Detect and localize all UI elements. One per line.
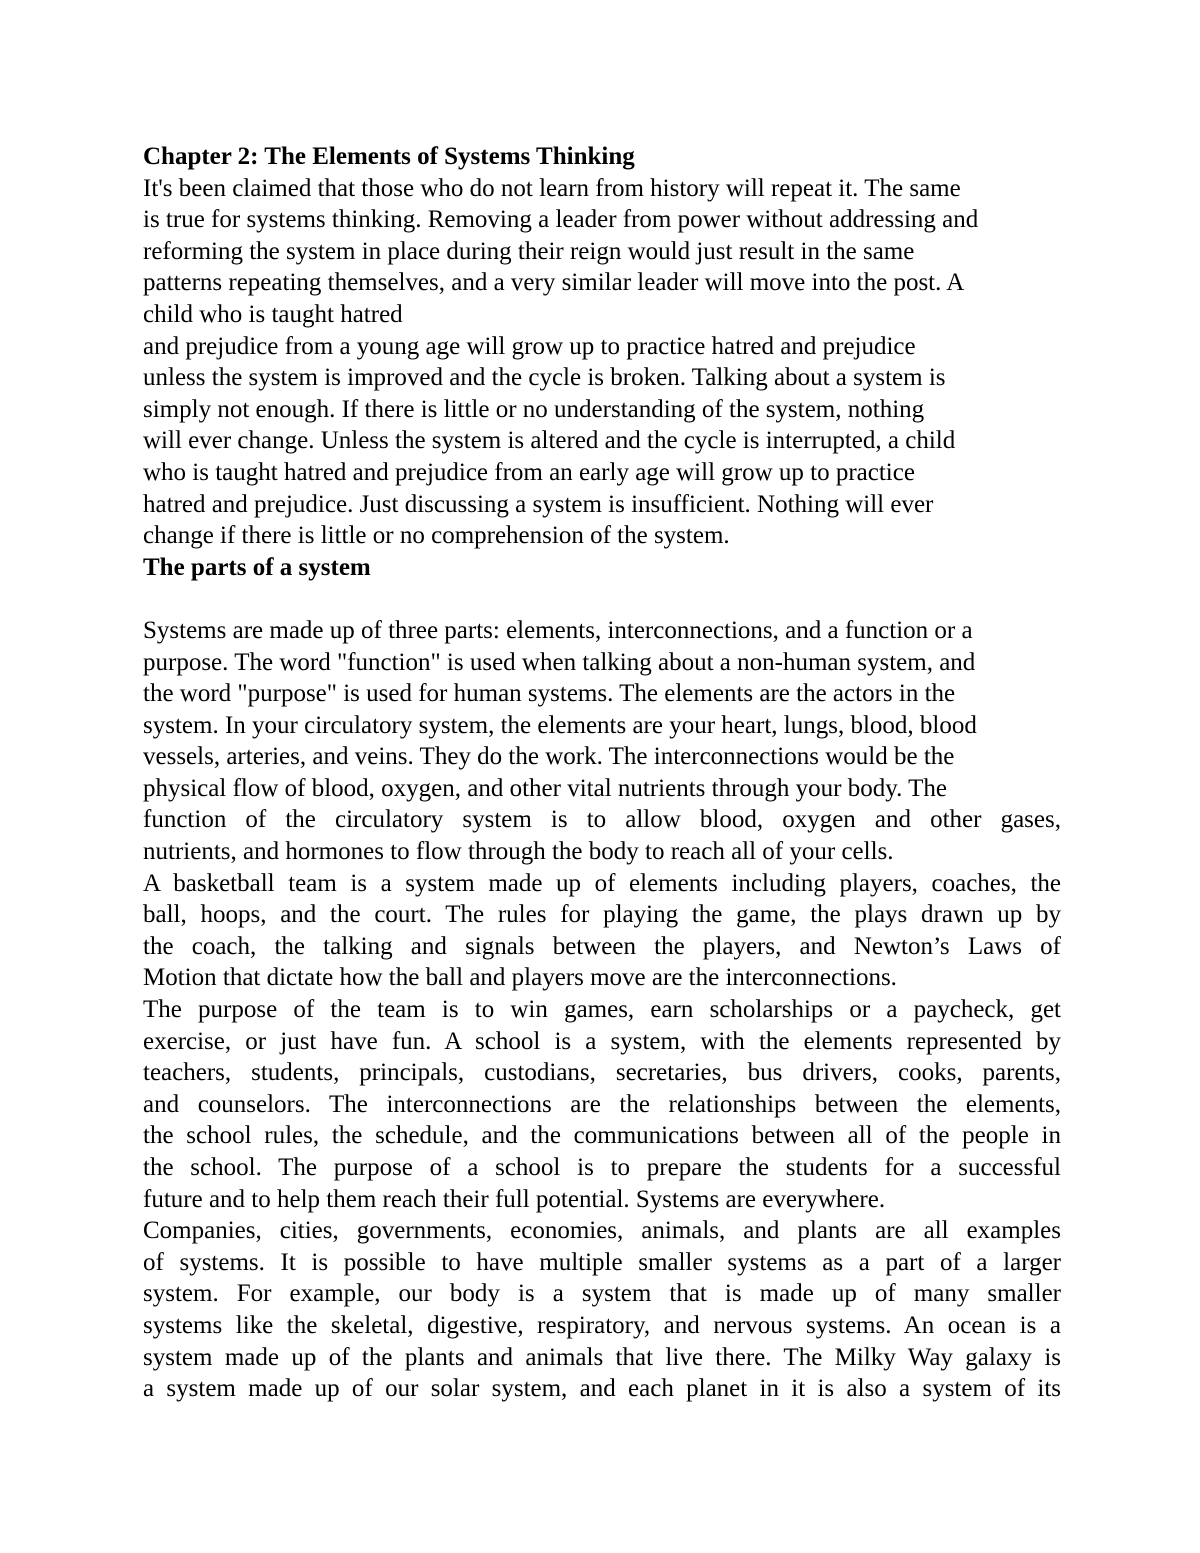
paragraph-line: child who is taught hatred <box>143 300 403 328</box>
paragraph-line: systems like the skeletal, digestive, respiratory, and nervous systems. An ocean is a <box>143 1311 1061 1339</box>
paragraph-line: physical flow of blood, oxygen, and other vital nutrients through your body. The <box>143 774 948 802</box>
paragraph-line: hatred and prejudice. Just discussing a system is insufficient. Nothing will ever <box>143 490 934 518</box>
blank-line <box>143 583 1061 615</box>
paragraph-line: will ever change. Unless the system is altered and the cycle is interrupted, a child <box>143 427 956 455</box>
chapter-heading: Chapter 2: The Elements of Systems Thinking <box>143 143 635 170</box>
paragraph-line: function of the circulatory system is to allow blood, oxygen and other gases, <box>143 806 1061 834</box>
paragraph-line: simply not enough. If there is little or no understanding of the system, nothing <box>143 395 925 423</box>
paragraph-line: is true for systems thinking. Removing a leader from power without addressing and <box>143 206 979 234</box>
paragraph-line: nutrients, and hormones to flow through the body to reach all of your cells. <box>143 838 894 866</box>
paragraph-line: unless the system is improved and the cycle is broken. Talking about a system is <box>143 364 946 392</box>
section-heading: The parts of a system <box>143 553 371 581</box>
paragraph-line: the word "purpose" is used for human systems. The elements are the actors in the <box>143 680 956 708</box>
paragraph-line: system. In your circulatory system, the elements are your heart, lungs, blood, blood <box>143 711 977 739</box>
paragraph-line: change if there is little or no comprehension of the system. <box>143 522 730 550</box>
paragraph-line: ball, hoops, and the court. The rules for playing the game, the plays drawn up by <box>143 901 1061 929</box>
paragraph-line: vessels, arteries, and veins. They do the work. The interconnections would be the <box>143 743 955 771</box>
page-content <box>143 141 1061 1405</box>
paragraph-line: reforming the system in place during their reign would just result in the same <box>143 237 915 265</box>
paragraph-line: future and to help them reach their full potential. Systems are everywhere. <box>143 1185 886 1213</box>
paragraph-line: and counselors. The interconnections are the relationships between the elements, <box>143 1090 1061 1118</box>
paragraph-line: the coach, the talking and signals between the players, and Newton’s Laws of <box>143 932 1061 960</box>
paragraph-line: and prejudice from a young age will grow up to practice hatred and prejudice <box>143 332 916 360</box>
paragraph-line: It's been claimed that those who do not learn from history will repeat it. The same <box>143 174 961 202</box>
paragraph-line: of systems. It is possible to have multiple smaller systems as a part of a larger <box>143 1248 1061 1276</box>
paragraph-line: system. For example, our body is a system that is made up of many smaller <box>143 1280 1061 1308</box>
paragraph-line: exercise, or just have fun. A school is a system, with the elements represented by <box>143 1027 1061 1055</box>
paragraph-line: Motion that dictate how the ball and players move are the interconnections. <box>143 964 897 992</box>
paragraph-line: who is taught hatred and prejudice from an early age will grow up to practice <box>143 458 915 486</box>
paragraph-line: The purpose of the team is to win games, earn scholarships or a paycheck, get <box>143 996 1061 1024</box>
paragraph-line: patterns repeating themselves, and a very similar leader will move into the post. A <box>143 269 965 297</box>
paragraph-line: teachers, students, principals, custodians, secretaries, bus drivers, cooks, parents, <box>143 1059 1061 1087</box>
paragraph-line: system made up of the plants and animals that live there. The Milky Way galaxy is <box>143 1343 1061 1371</box>
paragraph-line: a system made up of our solar system, and each planet in it is also a system of its <box>143 1375 1061 1403</box>
paragraph-line: purpose. The word "function" is used when talking about a non-human system, and <box>143 648 976 676</box>
paragraph-line: A basketball team is a system made up of elements including players, coaches, the <box>143 869 1061 897</box>
paragraph-line: the school. The purpose of a school is to prepare the students for a successful <box>143 1154 1061 1181</box>
paragraph-line: Systems are made up of three parts: elements, interconnections, and a function or a <box>143 616 973 644</box>
paragraph-line: Companies, cities, governments, economies, animals, and plants are all examples <box>143 1217 1061 1245</box>
paragraph-line: the school rules, the schedule, and the communications between all of the people in <box>143 1122 1061 1150</box>
